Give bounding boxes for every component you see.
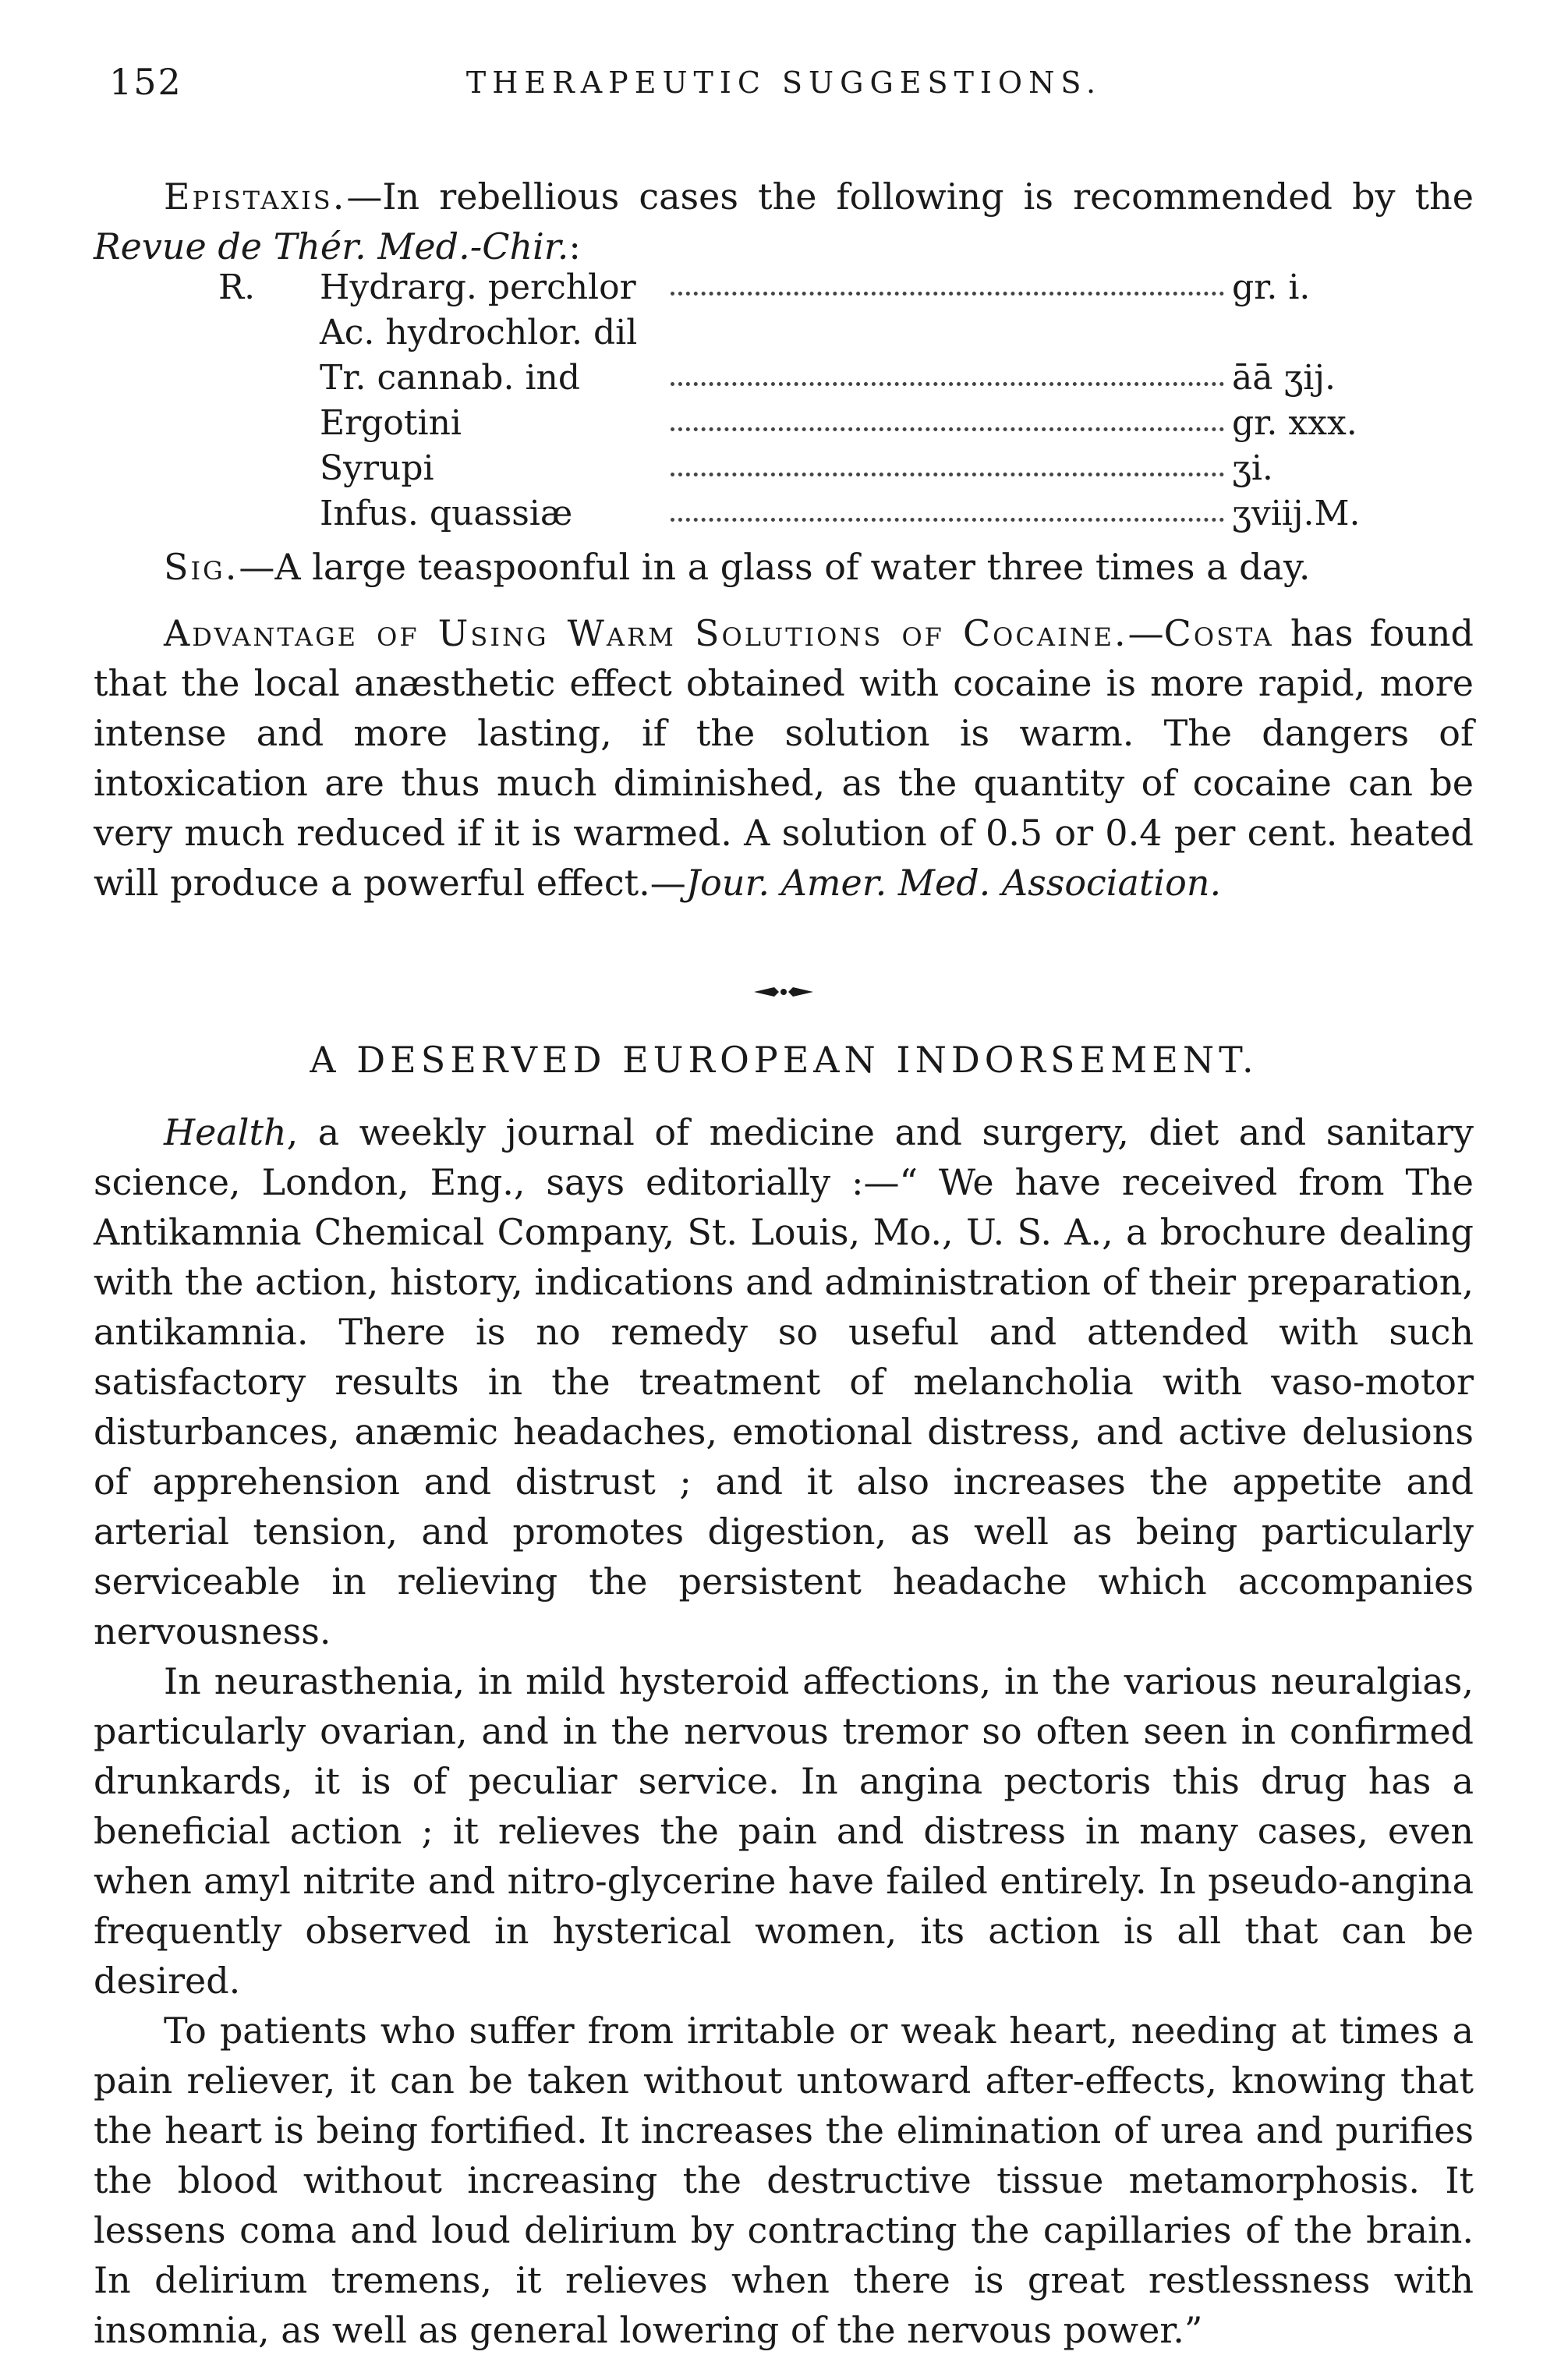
cocaine-source: Jour. Amer. Med. Association.	[685, 862, 1222, 904]
ingredient-name: Hydrarg. perchlor	[320, 267, 636, 307]
epistaxis-source: Revue de Thér. Med.-Chir.	[94, 225, 569, 267]
cocaine-author: Costa	[1163, 612, 1274, 654]
epistaxis-title: Epistaxis.	[164, 175, 347, 218]
ingredient-dose: ʒi.	[1232, 448, 1273, 488]
prescription-row	[187, 265, 1357, 310]
prescription	[187, 265, 1361, 537]
prescription-row	[187, 310, 1357, 356]
article-paragraph-1-text: , a weekly journal of medicine and surgery, diet and sanitary science, London, Eng., says editorially :—“ We have received from The Antikamnia Chemical Company, St. Louis, Mo., U. S. A., a brochure dealing with the action, history, indications and administration of their preparation, antikamnia. There is no remedy so useful and attended with such satisfactory results in the treatment of melancholia with vaso-motor disturbances, anæmic headaches, emotional distress, and active delusions of apprehension and distrust ; and it also increases the appetite and arterial tension, and promotes digestion, as well as being particularly serviceable in relieving the persistent headache which accompanies nervousness.	[94, 1111, 1474, 1652]
epistaxis-source-punct: :	[568, 225, 581, 267]
ornament-divider-icon	[752, 984, 815, 1000]
dot-leader	[671, 427, 1224, 431]
journal-name: Health	[164, 1111, 287, 1153]
ingredient-name: Tr. cannab. ind	[320, 358, 581, 398]
ingredient-dose: āā ʒij.	[1232, 358, 1336, 398]
dot-leader	[671, 382, 1224, 386]
dot-leader	[671, 292, 1224, 296]
prescription-row	[187, 446, 1357, 491]
recipe-symbol: R.	[218, 267, 256, 307]
signa-label: Sig.	[164, 546, 239, 588]
epistaxis-paragraph	[94, 172, 1474, 271]
page-number: 152	[109, 61, 182, 103]
running-head	[0, 61, 1568, 108]
cocaine-section	[94, 608, 1474, 908]
epistaxis-intro-text: —In rebellious cases the following is recommended by the	[346, 175, 1474, 218]
prescription-row	[187, 356, 1357, 401]
ingredient-name: Ac. hydrochlor. dil	[320, 313, 638, 352]
article-paragraph-3: To patients who suffer from irritable or weak heart, needing at times a pain reliever, it can be taken without untoward after-effects, knowing that the heart is being fortified. It increases the elimination of urea and purifies the blood without increasing the destructive tissue metamorphosis. It lessens coma and loud delirium by contracting the capillaries of the brain. In delirium tremens, it relieves when there is great restlessness with insomnia, as well as general lowering of the nervous power.”	[94, 2010, 1474, 2351]
ingredient-dose: gr. i.	[1232, 267, 1311, 307]
ingredient-dose: gr. xxx.	[1232, 403, 1357, 443]
article-heading: A DESERVED EUROPEAN INDORSEMENT.	[310, 1039, 1258, 1081]
running-title: THERAPEUTIC SUGGESTIONS.	[465, 66, 1103, 100]
ingredient-name: Ergotini	[320, 403, 462, 443]
ingredient-name: Infus. quassiæ	[320, 494, 573, 533]
article-paragraph-1	[94, 1107, 1474, 1656]
prescription-row	[187, 401, 1357, 446]
ingredient-name: Syrupi	[320, 448, 434, 488]
article-body	[94, 1107, 1474, 2355]
ingredient-dose: ʒviij.M.	[1232, 494, 1361, 533]
epistaxis-intro	[94, 172, 1474, 271]
cocaine-title: Advantage of Using Warm Solutions of Cocaine.	[164, 612, 1128, 654]
cocaine-text: has found that the local anæsthetic effect obtained with cocaine is more rapid, more intense and more lasting, if the solution is warm. The dangers of intoxication are thus much diminished, as the quantity of cocaine can be very much reduced if it is warmed. A solution of 0.5 or 0.4 per cent. heated will produce a powerful effect.	[94, 612, 1474, 904]
prescription-row	[187, 491, 1361, 537]
dot-leader	[671, 473, 1224, 476]
cocaine-paragraph: Advantage of Using Warm Solutions of Cocaine.—Costa has found that the local anæsthetic effect obtained with cocaine is more rapid, more intense and more lasting, if the solution is warm. The dangers of intoxication are thus much diminished, as the quantity of cocaine can be very much reduced if it is warmed. A solution of 0.5 or 0.4 per cent. heated will produce a powerful effect.—Jour. Amer. Med. Association.	[94, 612, 1474, 904]
signa-text: —A large teaspoonful in a glass of water three times a day.	[239, 546, 1311, 588]
signa-paragraph	[94, 542, 1474, 592]
article-paragraph-2: In neurasthenia, in mild hysteroid affections, in the various neuralgias, particularly ovarian, and in the nervous tremor so often seen in confirmed drunkards, it is of peculiar service. In angina pectoris this drug has a beneficial action ; it relieves the pain and distress in many cases, even when amyl nitrite and nitro-glycerine have failed entirely. In pseudo-angina frequently observed in hysterical women, its action is all that can be desired.	[94, 1660, 1474, 2002]
dot-leader	[671, 518, 1224, 522]
signa-line	[94, 542, 1474, 592]
